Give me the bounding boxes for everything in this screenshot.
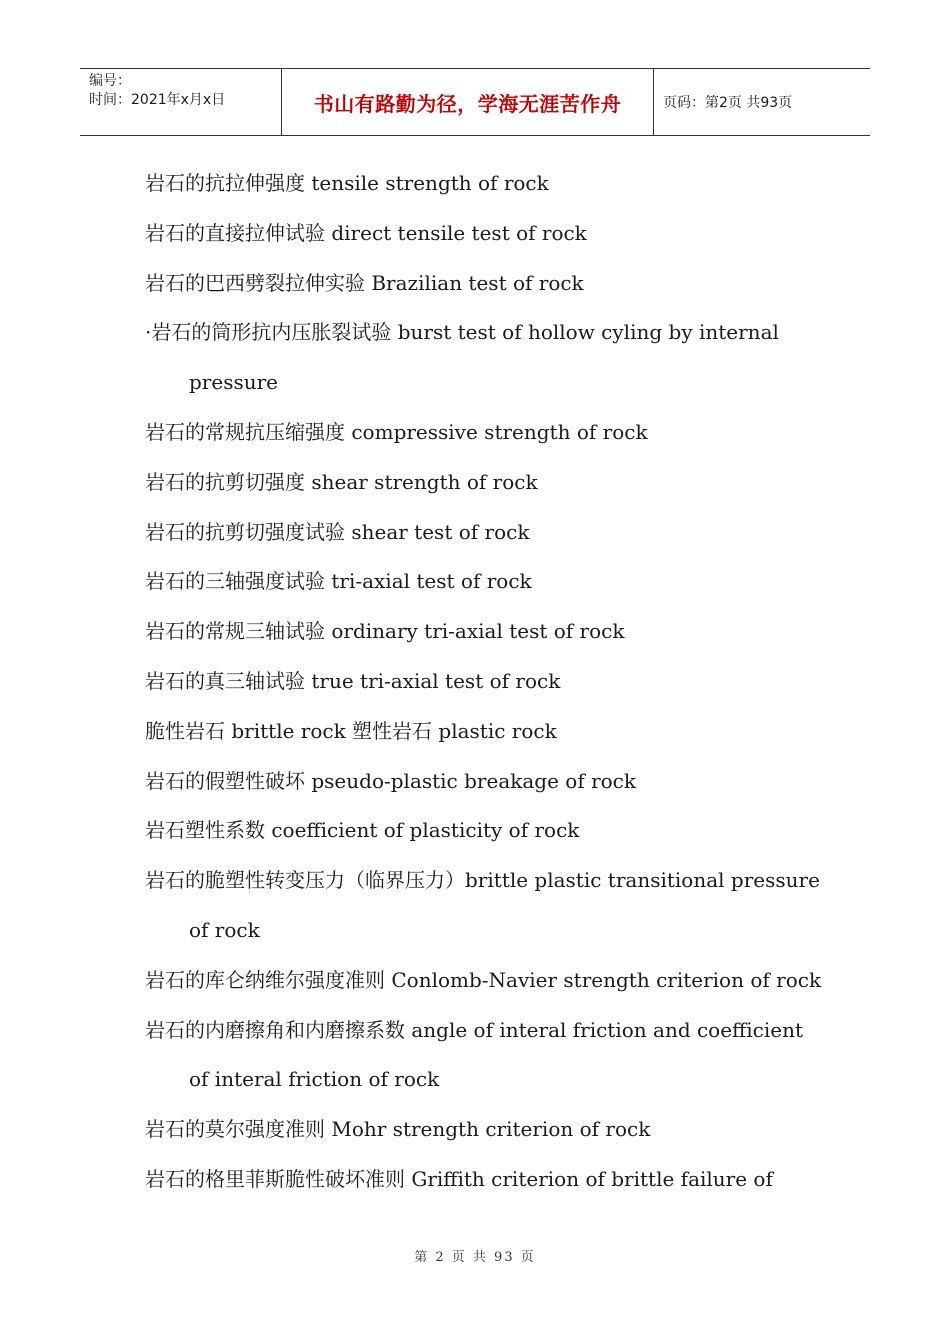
glossary-line-continuation: pressure (189, 370, 279, 395)
glossary-line: 岩石的三轴强度试验 tri-axial test of rock (145, 569, 532, 594)
header-motto: 书山有路勤为径，学海无涯苦作舟 (281, 69, 654, 135)
glossary-line: 岩石的格里菲斯脆性破坏准则 Griffith criterion of brittle failure of (145, 1166, 773, 1191)
glossary-line: 岩石的常规三轴试验 ordinary tri-axial test of rock (145, 619, 625, 644)
glossary-line: 岩石的抗剪切强度试验 shear test of rock (145, 519, 530, 544)
glossary-line: ·岩石的筒形抗内压胀裂试验 burst test of hollow cyling by internal (145, 320, 779, 345)
glossary-line: 脆性岩石 brittle rock 塑性岩石 plastic rock (145, 718, 557, 743)
header-page-info: 页码：第2页 共93页 (663, 95, 793, 111)
glossary-line: 岩石的抗拉伸强度 tensile strength of rock (145, 171, 549, 195)
glossary-body (145, 159, 825, 1205)
glossary-line-continuation: of rock (189, 917, 260, 942)
glossary-line: 岩石的直接拉伸试验 direct tensile test of rock (145, 220, 587, 245)
glossary-line: 岩石塑性系数 coefficient of plasticity of rock (145, 818, 580, 843)
glossary-line: 岩石的脆塑性转变压力（临界压力）brittle plastic transitional pressure (145, 868, 820, 893)
glossary-line: 岩石的假塑性破坏 pseudo-plastic breakage of rock (145, 768, 637, 793)
glossary-line: 岩石的巴西劈裂拉伸实验 Brazilian test of rock (145, 270, 584, 295)
glossary-line: 岩石的常规抗压缩强度 compressive strength of rock (145, 419, 648, 444)
glossary-line: 岩石的抗剪切强度 shear strength of rock (145, 469, 538, 494)
glossary-line: 岩石的真三轴试验 true tri-axial test of rock (145, 668, 561, 693)
glossary-line: 岩石的库仑纳维尔强度准则 Conlomb-Navier strength criterion of rock (145, 967, 822, 992)
number-label: 编号： (89, 73, 131, 89)
document-header (80, 68, 870, 136)
header-meta (80, 69, 281, 135)
time-label: 时间：2021年x月x日 (89, 92, 226, 108)
glossary-line: 岩石的内磨擦角和内磨擦系数 angle of interal friction and coefficient (145, 1017, 804, 1042)
glossary-line-continuation: of interal friction of rock (189, 1067, 440, 1092)
glossary-line: 岩石的莫尔强度准则 Mohr strength criterion of rock (145, 1117, 651, 1142)
page-footer: 第 2 页 共 93 页 (414, 1250, 536, 1265)
